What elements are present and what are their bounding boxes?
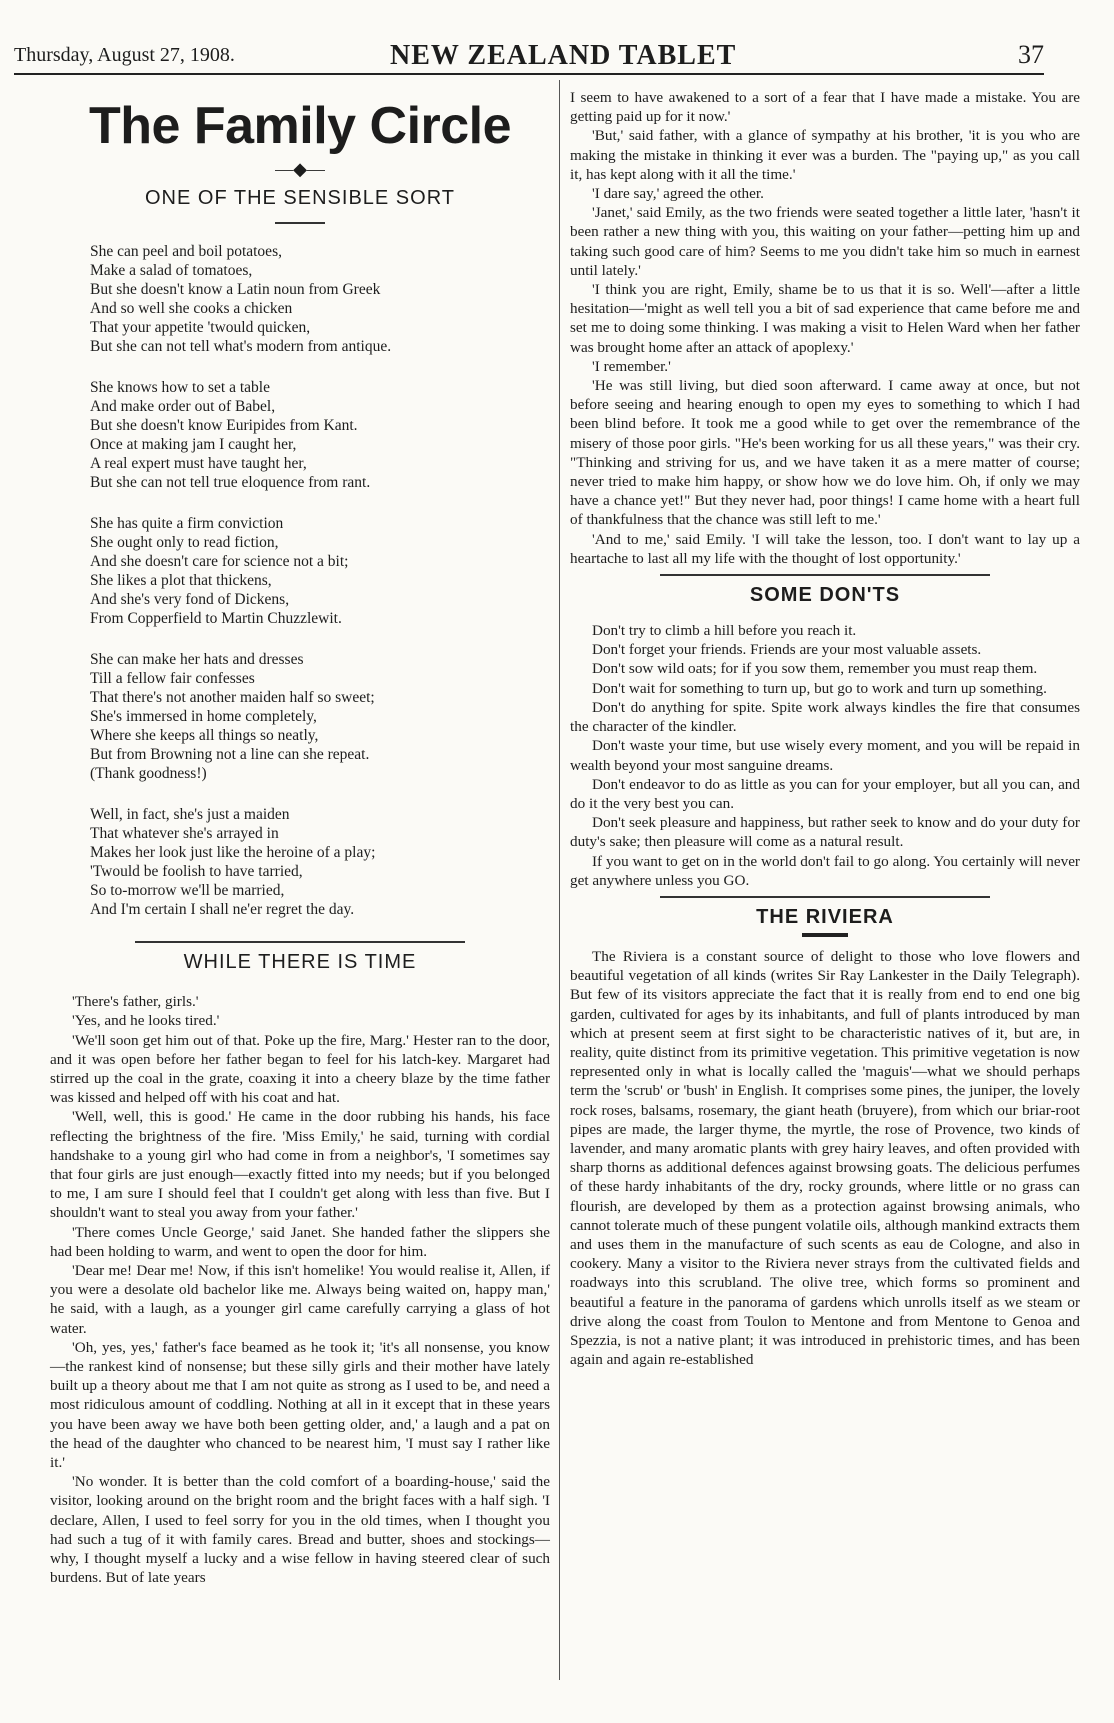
poem-line: But she doesn't know a Latin noun from Greek <box>90 281 381 299</box>
right-column <box>570 80 1080 1369</box>
poem-stanza <box>50 514 550 628</box>
poem-line: And she doesn't care for science not a bit; <box>90 553 349 571</box>
poem-line: She can make her hats and dresses <box>90 651 304 669</box>
dont-item: Don't try to climb a hill before you reach it. <box>592 622 857 640</box>
dont-item: Don't wait for something to turn up, but go to work and turn up something. <box>592 679 1047 697</box>
poem-line: She has quite a firm conviction <box>90 515 284 533</box>
article-paragraph: 'There comes Uncle George,' said Janet. She handed father the slippers she had been holding to warm, and went to open the door for him. <box>50 1223 550 1260</box>
dont-item: Don't sow wild oats; for if you sow them, remember you must reap them. <box>592 660 1038 678</box>
dont-item: Don't seek pleasure and happiness, but rather seek to know and do your duty for duty's sake; then pleasure will come as a natural result. <box>570 814 1080 851</box>
section-title-some-donts: SOME DON'TS <box>749 584 901 607</box>
dont-item: Don't forget your friends. Friends are your most valuable assets. <box>592 641 982 659</box>
article-paragraph: The Riviera is a constant source of delight to those who love flowers and beautiful vegetation of all kinds (writes Sir Ray Lankester in the Daily Telegraph). But few of its visitors appreciate the fact that it is really from end to end one big garden, cultivated for ages by its inhabitants, and full of plants introduced by man which at present seem at first sight to be characteristic natives of it, but are, in reality, quite distinct from its primitive vegetation. This primitive vegetation is now represented only in what is locally called the 'maguis'—what we should perhaps term the 'scrub' or 'bush' in English. It comprises some pines, the juniper, the lovely rock roses, balsams, rosemary, the giant heath (bruyere), from which our briar-root pipes are made, the larger thyme, the myrtle, the rose of Provence, two kinds of lavender, and many aromatic plants with grey hairy leaves, and often provided with sharp thorns as additional defences against browsing goats. The delicious perfumes of these hardy inhabitants of the dry, rocky grounds, where little or no grass can flourish, are developed by them as a protection against browsing animals, who cannot tolerate much of these pungent volatile oils, although mankind extracts them and uses them in the manufacture of such scents as eau de Cologne, and also in cookery. Many a visitor to the Riviera never strays from the cultivated fields and roadways into this scrubland. The olive tree, which forms so prominent and beautiful a feature in the panorama of gardens which unrolls itself as we steam or drive along the coast from Toulon to Mentone and from Mentone to Genoa and Spezzia, is not a native plant; it was introduced in prehistoric times, and has been again and again re-established <box>570 947 1080 1369</box>
page-header <box>14 40 1044 72</box>
poem-line: A real expert must have taught her, <box>90 455 307 473</box>
poem-line: She knows how to set a table <box>90 379 270 397</box>
article-paragraph: 'Well, well, this is good.' He came in the door rubbing his hands, his face reflecting the brightness of the fire. 'Miss Emily,' he said, turning with cordial handshake to a young girl who had come in from a neighbor's, 'I sometimes say that four girls are just enough—exactly fitted into my needs; but if you belonged to me, I am sure I should feel that I couldn't get along with less than five. But I shouldn't want to steal you away from your father.' <box>50 1108 550 1222</box>
article-paragraph: 'Janet,' said Emily, as the two friends were seated together a little later, 'hasn't it been rather a new thing with you, this waiting on your father—petting him up and taking such good care of him? Seems to me you didn't take him so much in earnest until lately.' <box>570 204 1080 279</box>
left-column <box>50 80 550 1587</box>
poem-line: She can peel and boil potatoes, <box>90 243 282 261</box>
article-paragraph: 'Yes, and he looks tired.' <box>72 1012 220 1030</box>
article-paragraph: 'I think you are right, Emily, shame be to us that it is so. Well'—after a little hesitation—'might as well tell you a bit of sad experience that came before me and set me to doing some thinking. I was making a visit to Helen Ward when her father was brought home after an attack of apoplexy.' <box>570 281 1080 356</box>
poem-stanza <box>50 242 550 356</box>
ornament-divider: —◆— <box>275 159 325 180</box>
issue-date: Thursday, August 27, 1908. <box>14 44 235 66</box>
dont-item: Don't do anything for spite. Spite work always kindles the fire that consumes the character of the kindler. <box>570 698 1080 736</box>
section-title-the-riviera: THE RIVIERA <box>756 905 894 928</box>
poem-line: Till a fellow fair confesses <box>90 670 255 688</box>
poem-line: Once at making jam I caught her, <box>90 436 297 454</box>
dont-item: If you want to get on in the world don't fail to go along. You certainly will never get anywhere unless you GO. <box>570 852 1080 889</box>
short-rule <box>802 933 848 937</box>
poem-line: Where she keeps all things so neatly, <box>90 727 319 745</box>
poem-line: And so well she cooks a chicken <box>90 300 293 318</box>
section-rule <box>660 574 990 576</box>
poem-line: She ought only to read fiction, <box>90 534 279 552</box>
article-paragraph: 'I remember.' <box>592 357 671 375</box>
poem-line: (Thank goodness!) <box>90 765 207 783</box>
poem-line: 'Twould be foolish to have tarried, <box>90 863 303 881</box>
poem-line: That there's not another maiden half so sweet; <box>90 689 375 707</box>
section-rule <box>135 941 465 943</box>
poem-line: She likes a plot that thickens, <box>90 572 272 590</box>
poem-title: ONE OF THE SENSIBLE SORT <box>145 187 455 210</box>
poem-line: So to-morrow we'll be married, <box>90 882 285 900</box>
poem-line: That your appetite 'twould quicken, <box>90 319 311 337</box>
poem-line: And I'm certain I shall ne'er regret the day. <box>90 901 355 919</box>
article-paragraph: 'There's father, girls.' <box>72 993 199 1011</box>
dont-item: Don't endeavor to do as little as you can for your employer, but all you can, and do it the very best you can. <box>570 775 1080 812</box>
poem-line: Make a salad of tomatoes, <box>90 262 253 280</box>
article-paragraph: 'He was still living, but died soon afterward. I came away at once, but not before seeing and hearing enough to open my eyes to something to which I had been blind before. It took me a good while to get over the remembrance of the misery of those poor girls. "He's been working for us all these years," was their cry. "Thinking and striving for us, and we have taken it as a mere matter of course; never tried to make him happy, or show how we do love him. Oh, if only we may have a chance yet!" But they never had, poor things! I came home with a heart full of thankfulness that the chance was still left to me.' <box>570 377 1080 529</box>
article-paragraph: 'Oh, yes, yes,' father's face beamed as he took it; 'it's all nonsense, you know—the rankest kind of nonsense; but these silly girls and their mother have lately built up a theory about me that I am not quite as strong as I used to be, and need a most ridiculous amount of coddling. Nothing at all in it except that in these years you have been away we have both been getting older, and,' a laugh and a pat on the head of the daughter who chanced to be nearest him, 'I must say I rather like it.' <box>50 1338 550 1472</box>
page-number: 37 <box>1018 40 1044 69</box>
poem-line: But from Browning not a line can she repeat. <box>90 746 370 764</box>
poem-line: Well, in fact, she's just a maiden <box>90 806 290 824</box>
poem-line: From Copperfield to Martin Chuzzlewit. <box>90 610 342 628</box>
poem-line: Makes her look just like the heroine of a play; <box>90 844 376 862</box>
masthead: NEW ZEALAND TABLET <box>390 40 737 71</box>
poem-line: And make order out of Babel, <box>90 398 276 416</box>
article-paragraph: I seem to have awakened to a sort of a fear that I have made a mistake. You are getting paid up for it now.' <box>570 89 1080 126</box>
poem-line: She's immersed in home completely, <box>90 708 317 726</box>
section-rule <box>660 896 990 898</box>
article-paragraph: 'But,' said father, with a glance of sympathy at his brother, 'it is you who are making the mistake in thinking it ever was a burden. The "paying up," as you call it, has kept along with it all the time.' <box>570 127 1080 183</box>
column-divider <box>559 80 560 1680</box>
article-paragraph: 'Dear me! Dear me! Now, if this isn't homelike! You would realise it, Allen, if you were a desolate old bachelor like me. Always being waited on, happy man,' he said, with a laugh, as a younger girl came carefully carrying a glass of hot water. <box>50 1262 550 1337</box>
section-title-while-there-is-time: WHILE THERE IS TIME <box>183 951 417 974</box>
poem-line: But she can not tell true eloquence from rant. <box>90 474 371 492</box>
short-rule <box>275 222 325 224</box>
article-paragraph: 'No wonder. It is better than the cold comfort of a boarding-house,' said the visitor, looking around on the bright room and the bright faces with a half sigh. 'I declare, Allen, I used to feel sorry for you in the old times, when I thought you had such a tug of it with family cares. Bread and butter, shoes and stockings—why, I thought myself a lucky and a wise fellow in having steered clear of such burdens. But of late years <box>50 1473 550 1587</box>
poem-line: And she's very fond of Dickens, <box>90 591 290 609</box>
header-rule <box>14 73 1044 75</box>
poem-line: But she doesn't know Euripides from Kant. <box>90 417 358 435</box>
poem-stanza <box>50 805 550 919</box>
article-paragraph: 'And to me,' said Emily. 'I will take the lesson, too. I don't want to lay up a heartache to last all my life with the thought of lost opportunity.' <box>570 530 1080 567</box>
poem-stanza <box>50 650 550 783</box>
dont-item: Don't waste your time, but use wisely every moment, and you will be repaid in wealth beyond your most sanguine dreams. <box>570 737 1080 774</box>
article-paragraph: 'We'll soon get him out of that. Poke up the fire, Marg.' Hester ran to the door, and it was open before her father began to feel for his latch-key. Margaret had stirred up the coal in the grate, coaxing it into a cheery blaze by the time father was kissed and helped off with his coat and hat. <box>50 1031 550 1107</box>
poem-stanza <box>50 378 550 492</box>
section-title-family-circle: The Family Circle <box>88 97 512 155</box>
article-paragraph: 'I dare say,' agreed the other. <box>592 185 764 203</box>
poem-line: That whatever she's arrayed in <box>90 825 279 843</box>
poem-line: But she can not tell what's modern from antique. <box>90 338 392 356</box>
